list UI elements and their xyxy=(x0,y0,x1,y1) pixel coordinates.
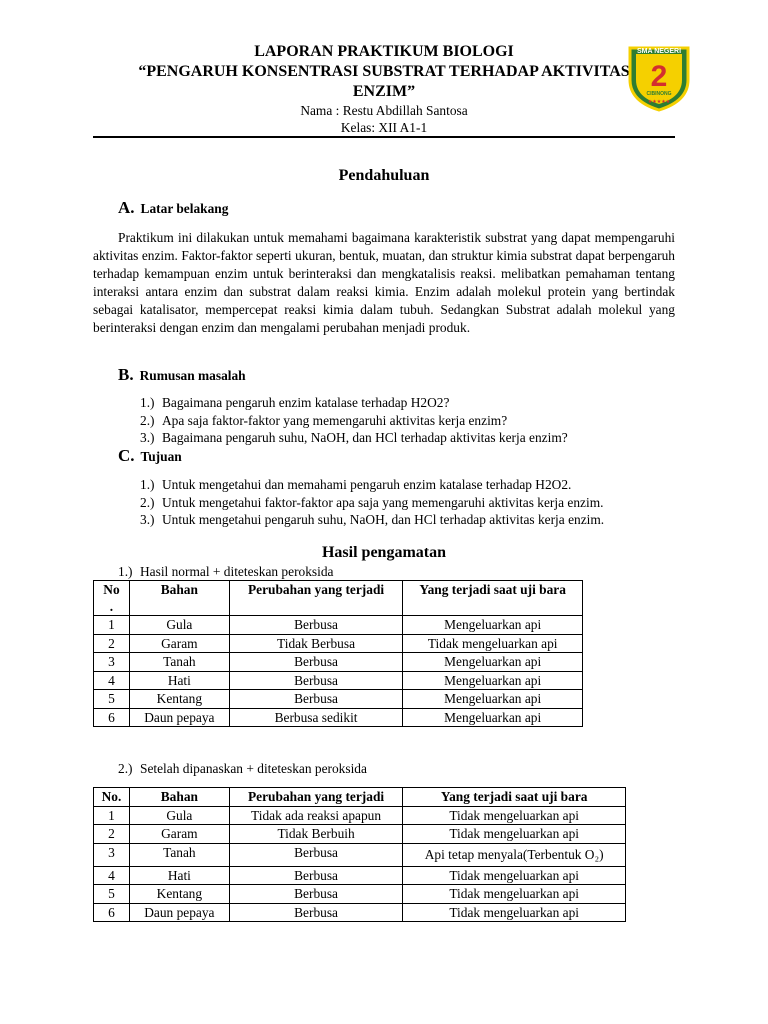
table-setelah-dipanaskan xyxy=(93,787,626,922)
table-row: 3 Tanah Berbusa Api tetap menyala(Terbentuk O₂) xyxy=(94,843,626,866)
table-row: 2 Garam Tidak Berbuih Tidak mengeluarkan api xyxy=(94,825,626,844)
heading-letter: C. xyxy=(118,446,135,465)
report-subtitle-line2: ENZIM” xyxy=(352,83,416,100)
table-header-row xyxy=(94,788,626,807)
table-row: 3 Tanah Berbusa Mengeluarkan api xyxy=(94,653,583,672)
table-hasil-normal xyxy=(93,580,583,727)
col-header-no: No. xyxy=(94,788,130,807)
heading-text: Rumusan masalah xyxy=(139,368,246,383)
school-logo xyxy=(624,40,694,112)
col-header-uji-bara: Yang terjadi saat uji bara xyxy=(403,581,583,616)
col-header-no: No . xyxy=(94,581,130,616)
student-name: Nama : Restu Abdillah Santosa xyxy=(300,103,468,118)
header-divider xyxy=(93,136,675,138)
table1-caption: 1.) Hasil normal + diteteskan peroksida xyxy=(118,564,334,579)
section-title-hasil: Hasil pengamatan xyxy=(321,544,446,561)
tujuan-list xyxy=(140,476,604,529)
table-row: 6 Daun pepaya Berbusa Tidak mengeluarkan api xyxy=(94,903,626,922)
heading-rumusan-masalah xyxy=(118,366,246,385)
logo-stars-icon: ★★★★★ xyxy=(647,99,671,105)
table-row: 1 Gula Tidak ada reaksi apapun Tidak mengeluarkan api xyxy=(94,806,626,825)
list-item: 3.) Untuk mengetahui pengaruh suhu, NaOH, dan HCl terhadap aktivitas kerja enzim. xyxy=(140,512,605,527)
list-item: 2.) Apa saja faktor-faktor yang memengaruhi aktivitas kerja enzim? xyxy=(140,412,508,428)
heading-text: Tujuan xyxy=(140,449,182,464)
heading-latar-belakang xyxy=(118,199,228,218)
table-row: 4 Hati Berbusa Mengeluarkan api xyxy=(94,671,583,690)
rumusan-masalah-list xyxy=(140,394,568,447)
report-subtitle-line1: “PENGARUH KONSENTRASI SUBSTRAT TERHADAP AKTIVITAS xyxy=(138,63,630,80)
col-header-perubahan: Perubahan yang terjadi xyxy=(229,788,403,807)
table-row: 5 Kentang Berbusa Tidak mengeluarkan api xyxy=(94,885,626,904)
col-header-bahan: Bahan xyxy=(129,581,229,616)
latar-belakang-paragraph: Praktikum ini dilakukan untuk memahami bagaimana karakteristik substrat yang dapat mempengaruhi aktivitas enzim. Faktor-faktor seperti ukuran, bentuk, muatan, dan struktur kimia substrat dapat berpengaruh terhadap kemampuan enzim untuk berinteraksi dan mengkatalisis reaksi. melibatkan pemahaman tentang interaksi antara enzim dan substrat dalam reaksi kimia. Enzim adalah molekul protein yang bertindak sebagai katalisator, mempercepat reaksi kimia dalam tubuh. Sedangkan Substrat adalah molekul yang berinteraksi dengan enzim dan mengalami perubahan menjadi produk. xyxy=(93,230,675,336)
col-header-uji-bara: Yang terjadi saat uji bara xyxy=(403,788,626,807)
logo-top-text: SMA NEGERI xyxy=(636,48,682,55)
table-row: 4 Hati Berbusa Tidak mengeluarkan api xyxy=(94,866,626,885)
logo-bottom-text: CIBINONG xyxy=(646,91,672,97)
heading-tujuan xyxy=(118,447,182,466)
heading-letter: B. xyxy=(118,365,134,384)
section-title-pendahuluan: Pendahuluan xyxy=(338,167,430,184)
table-row: 2 Garam Tidak Berbusa Tidak mengeluarkan api xyxy=(94,634,583,653)
table-row: 1 Gula Berbusa Mengeluarkan api xyxy=(94,616,583,635)
table-row: 5 Kentang Berbusa Mengeluarkan api xyxy=(94,690,583,709)
table2-caption: 2.) Setelah dipanaskan + diteteskan peroksida xyxy=(118,761,367,776)
list-item: 3.) Bagaimana pengaruh suhu, NaOH, dan HCl terhadap aktivitas kerja enzim? xyxy=(140,430,568,445)
heading-text: Latar belakang xyxy=(140,201,229,216)
list-item: 2.) Untuk mengetahui faktor-faktor apa saja yang memengaruhi aktivitas kerja enzim. xyxy=(140,494,604,510)
table-header-row xyxy=(94,581,583,616)
logo-number: 2 xyxy=(650,60,668,93)
table-row: 6 Daun pepaya Berbusa sedikit Mengeluarkan api xyxy=(94,708,583,727)
report-header xyxy=(93,42,675,136)
col-header-perubahan: Perubahan yang terjadi xyxy=(229,581,403,616)
col-header-bahan: Bahan xyxy=(129,788,229,807)
heading-letter: A. xyxy=(118,198,135,217)
list-item: 1.) Bagaimana pengaruh enzim katalase terhadap H2O2? xyxy=(140,395,450,410)
list-item: 1.) Untuk mengetahui dan memahami pengaruh enzim katalase terhadap H2O2. xyxy=(140,477,572,492)
student-class: Kelas: XII A1-1 xyxy=(340,120,428,135)
report-title: LAPORAN PRAKTIKUM BIOLOGI xyxy=(254,43,514,60)
